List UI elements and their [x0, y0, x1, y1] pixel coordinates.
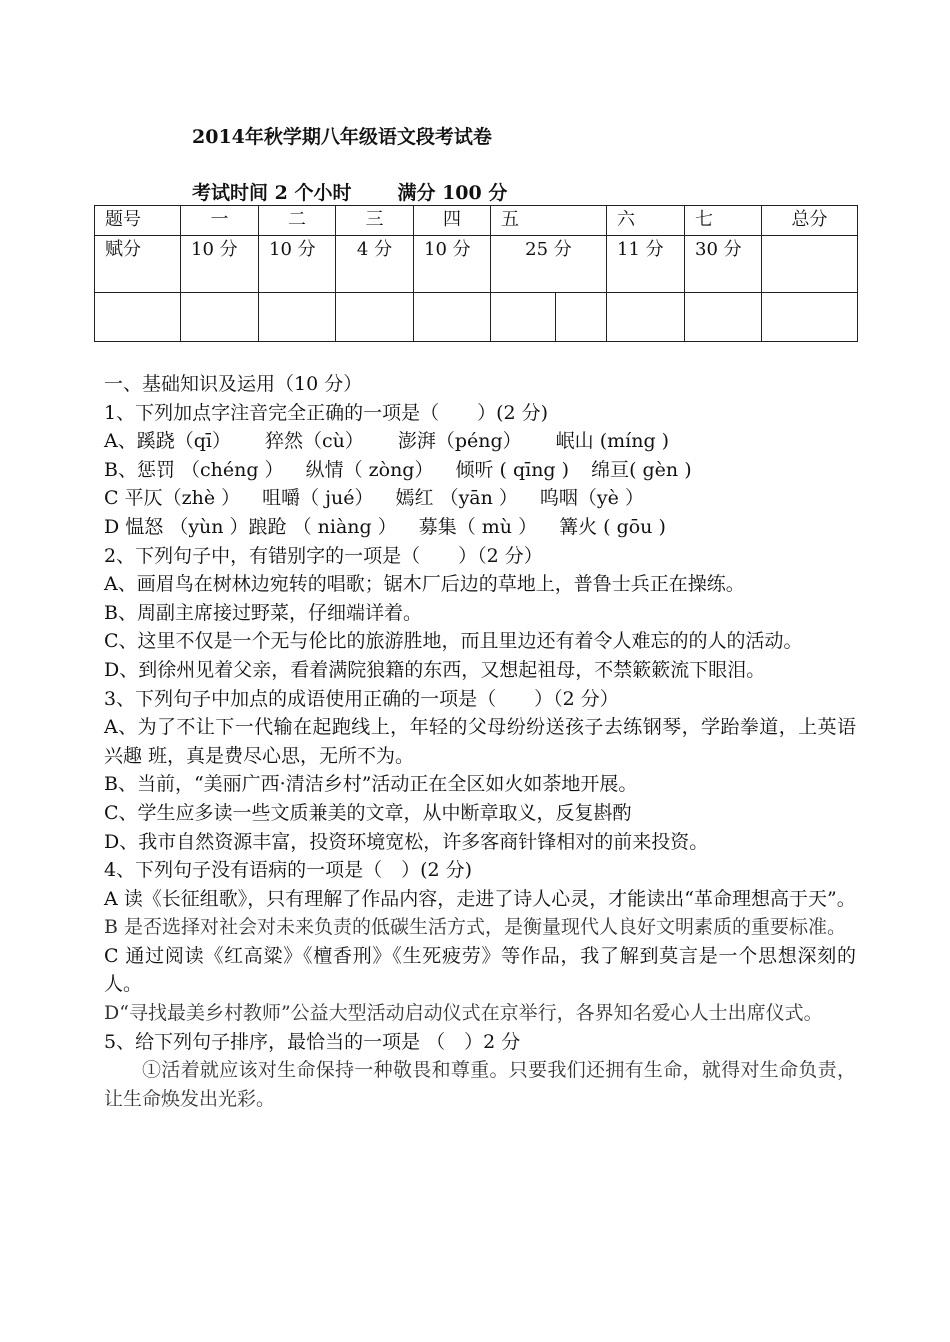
exam-time: 考试时间 2 个小时	[192, 182, 352, 204]
option-line: B、周副主席接过野菜，仔细端详着。	[104, 601, 422, 624]
table-cell: 总分	[762, 206, 858, 236]
option-line: D“寻找最美乡村教师”公益大型活动启动仪式在京举行，各界知名爱心人士出席仪式。	[104, 1002, 823, 1025]
option-line: C、学生应多读一些文质兼美的文章，从中断章取义，反复斟酌	[104, 801, 632, 824]
option-line: C、这里不仅是一个无与伦比的旅游胜地，而且里边还有着令人难忘的的人的活动。	[104, 630, 803, 653]
question-stem: 1、下列加点字注音完全正确的一项是（ ）(2 分)	[104, 401, 549, 424]
table-row	[95, 293, 858, 342]
question-stem: 4、下列句子没有语病的一项是（ ）(2 分)	[104, 859, 473, 882]
table-cell: 七	[685, 206, 762, 236]
exam-subtitle	[192, 178, 507, 205]
score-entry-cell[interactable]	[336, 293, 414, 342]
table-cell	[762, 236, 858, 293]
table-cell: 10 分	[414, 236, 491, 293]
section-heading: 一、基础知识及运用（10 分）	[104, 373, 363, 395]
score-entry-cell[interactable]	[181, 293, 259, 342]
table-cell: 25 分	[491, 236, 607, 293]
question-stem: 5、给下列句子排序，最恰当的一项是 （ ）2 分	[104, 1030, 521, 1053]
option-line: B 是否选择对社会对未来负责的低碳生活方式，是衡量现代人良好文明素质的重要标准。	[104, 916, 847, 939]
score-entry-cell[interactable]	[491, 293, 556, 342]
score-table	[94, 205, 858, 342]
table-row	[95, 236, 858, 293]
table-cell: 二	[259, 206, 336, 236]
table-cell: 题号	[95, 206, 181, 236]
table-cell: 11 分	[607, 236, 685, 293]
sentence-item: ①活着就应该对生命保持一种敬畏和尊重。只要我们还拥有生命，就得对生命负责，让生命焕发出光彩。	[104, 1059, 856, 1110]
score-entry-cell[interactable]	[607, 293, 685, 342]
option-line: A 读《长征组歌》，只有理解了作品内容，走进了诗人心灵，才能读出“革命理想高于天”。	[104, 887, 856, 910]
score-entry-cell[interactable]	[259, 293, 336, 342]
score-entry-cell[interactable]	[685, 293, 762, 342]
option-line: A、蹊跷（qī） 猝然（cù） 澎湃（péng） 岷山 (míng )	[104, 430, 670, 453]
table-cell: 4 分	[336, 236, 414, 293]
question-content	[104, 370, 856, 1113]
score-entry-cell[interactable]	[556, 293, 607, 342]
table-cell: 四	[414, 206, 491, 236]
exam-title: 2014年秋学期八年级语文段考试卷	[192, 126, 492, 148]
option-line: D 愠怒 （yùn ）踉跄 （ niàng ） 募集（ mù ） 篝火 ( gōu )	[104, 515, 666, 538]
table-cell: 五	[491, 206, 607, 236]
question-stem: 2、下列句子中，有错别字的一项是（ ）（2 分）	[104, 544, 543, 567]
option-line: A、为了不让下一代输在起跑线上，年轻的父母纷纷送孩子去练钢琴，学跆拳道，上英语兴趣 班，真是费尽心思，无所不为。	[104, 716, 856, 767]
option-line: C 平仄（zhè ） 咀嚼（ jué） 嫣红 （yān ） 呜咽（yè ）	[104, 487, 644, 510]
question-stem: 3、下列句子中加点的成语使用正确的一项是（ ）（2 分）	[104, 687, 619, 710]
option-line: B、当前，“美丽广西·清洁乡村”活动正在全区如火如荼地开展。	[104, 773, 638, 796]
table-cell: 10 分	[181, 236, 259, 293]
option-line: B、惩罚 （chéng ） 纵情（ zòng） 倾听 ( qīng ) 绵亘( gèn )	[104, 458, 692, 481]
option-line: C 通过阅读《红高粱》《檀香刑》《生死疲劳》等作品，我了解到莫言是一个思想深刻的人。	[104, 944, 856, 996]
score-entry-cell[interactable]	[762, 293, 858, 342]
table-cell: 三	[336, 206, 414, 236]
table-row	[95, 206, 858, 236]
exam-full-score: 满分 100 分	[397, 182, 508, 204]
table-cell: 30 分	[685, 236, 762, 293]
score-entry-cell[interactable]	[95, 293, 181, 342]
table-cell: 一	[181, 206, 259, 236]
option-line: D、到徐州见着父亲，看着满院狼籍的东西，又想起祖母，不禁簌簌流下眼泪。	[104, 658, 766, 681]
score-entry-cell[interactable]	[414, 293, 491, 342]
table-cell: 赋分	[95, 236, 181, 293]
option-line: D、我市自然资源丰富，投资环境宽松，许多客商针锋相对的前来投资。	[104, 830, 709, 853]
table-cell: 10 分	[259, 236, 336, 293]
option-line: A、画眉鸟在树林边宛转的唱歌；锯木厂后边的草地上，普鲁士兵正在操练。	[104, 573, 745, 596]
table-cell: 六	[607, 206, 685, 236]
